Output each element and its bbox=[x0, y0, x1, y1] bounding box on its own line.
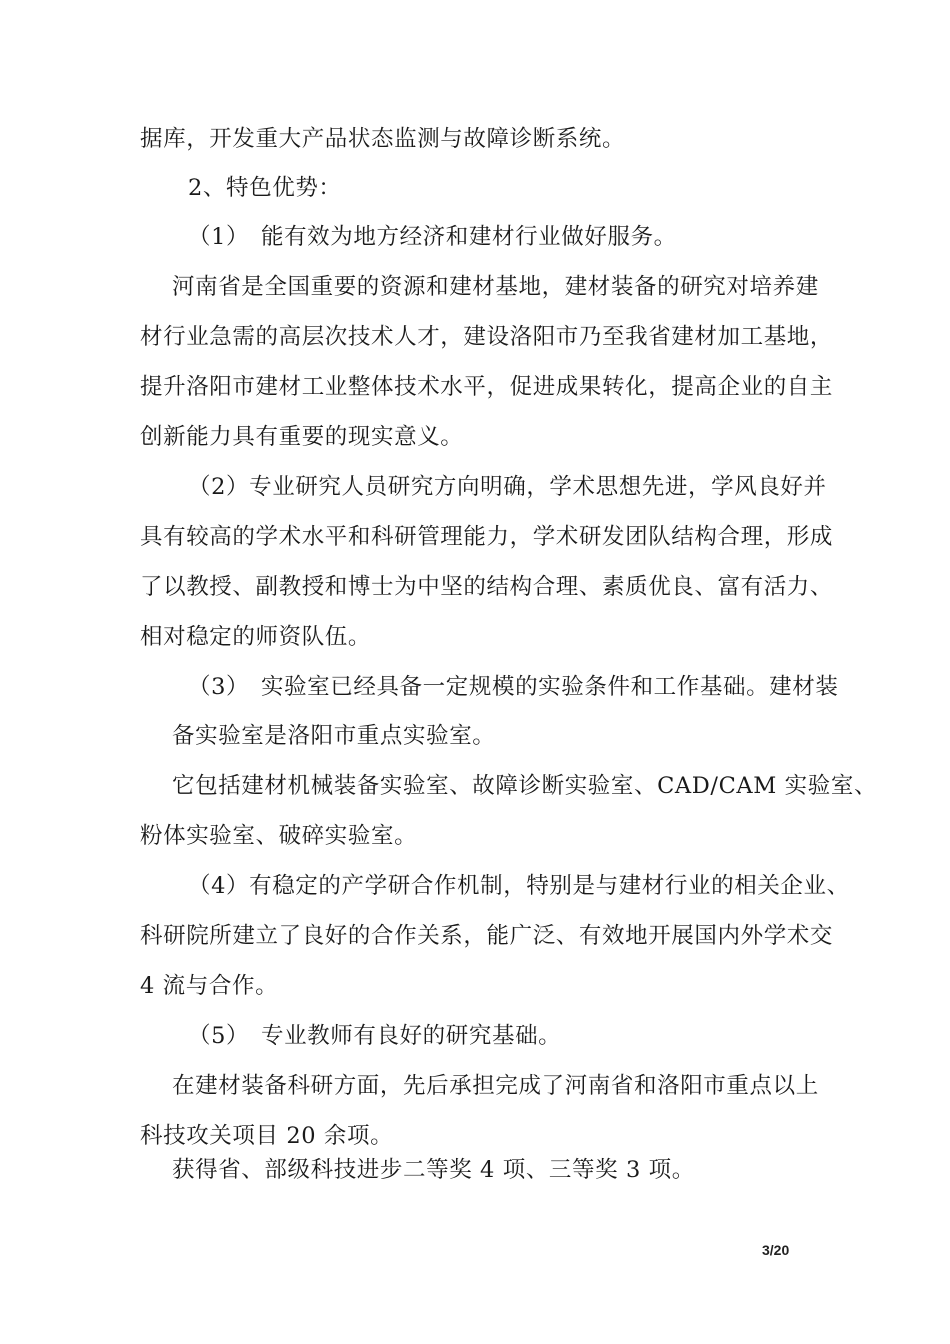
list-item-heading: （5） 专业教师有良好的研究基础。 bbox=[188, 1023, 562, 1049]
text-line: 河南省是全国重要的资源和建材基地，建材装备的研究对培养建 bbox=[172, 274, 819, 300]
list-item-heading: （2）专业研究人员研究方向明确，学术思想先进，学风良好并 bbox=[188, 474, 827, 500]
text-line: 材行业急需的高层次技术人才，建设洛阳市乃至我省建材加工基地， bbox=[140, 324, 834, 350]
list-item-heading: （4）有稳定的产学研合作机制，特别是与建材行业的相关企业、 bbox=[188, 873, 850, 899]
text-line: 4 流与合作。 bbox=[140, 973, 279, 999]
text-line: 它包括建材机械装备实验室、故障诊断实验室、CAD/CAM 实验室、 bbox=[172, 773, 878, 799]
text-line: 创新能力具有重要的现实意义。 bbox=[140, 424, 464, 450]
text-line: 相对稳定的师资队伍。 bbox=[140, 624, 372, 650]
section-heading: 2、特色优势： bbox=[188, 175, 342, 201]
text-line: 在建材装备科研方面，先后承担完成了河南省和洛阳市重点以上 bbox=[172, 1073, 819, 1099]
text-line: 据库，开发重大产品状态监测与故障诊断系统。 bbox=[140, 126, 626, 152]
text-line: 了以教授、副教授和博士为中坚的结构合理、素质优良、富有活力、 bbox=[140, 574, 834, 600]
text-line: 提升洛阳市建材工业整体技术水平，促进成果转化，提高企业的自主 bbox=[140, 374, 834, 400]
list-item-heading: （1） 能有效为地方经济和建材行业做好服务。 bbox=[188, 224, 677, 250]
text-line: 科技攻关项目 20 余项。 bbox=[140, 1123, 394, 1149]
text-line: 科研院所建立了良好的合作关系，能广泛、有效地开展国内外学术交 bbox=[140, 923, 834, 949]
page-number: 3/20 bbox=[762, 1242, 790, 1258]
list-item-heading: （3） 实验室已经具备一定规模的实验条件和工作基础。建材装 bbox=[188, 674, 839, 700]
text-line: 获得省、部级科技进步二等奖 4 项、三等奖 3 项。 bbox=[172, 1157, 695, 1183]
text-line: 具有较高的学术水平和科研管理能力，学术研发团队结构合理，形成 bbox=[140, 524, 834, 550]
text-line: 粉体实验室、破碎实验室。 bbox=[140, 823, 418, 849]
text-line: 备实验室是洛阳市重点实验室。 bbox=[172, 723, 496, 749]
